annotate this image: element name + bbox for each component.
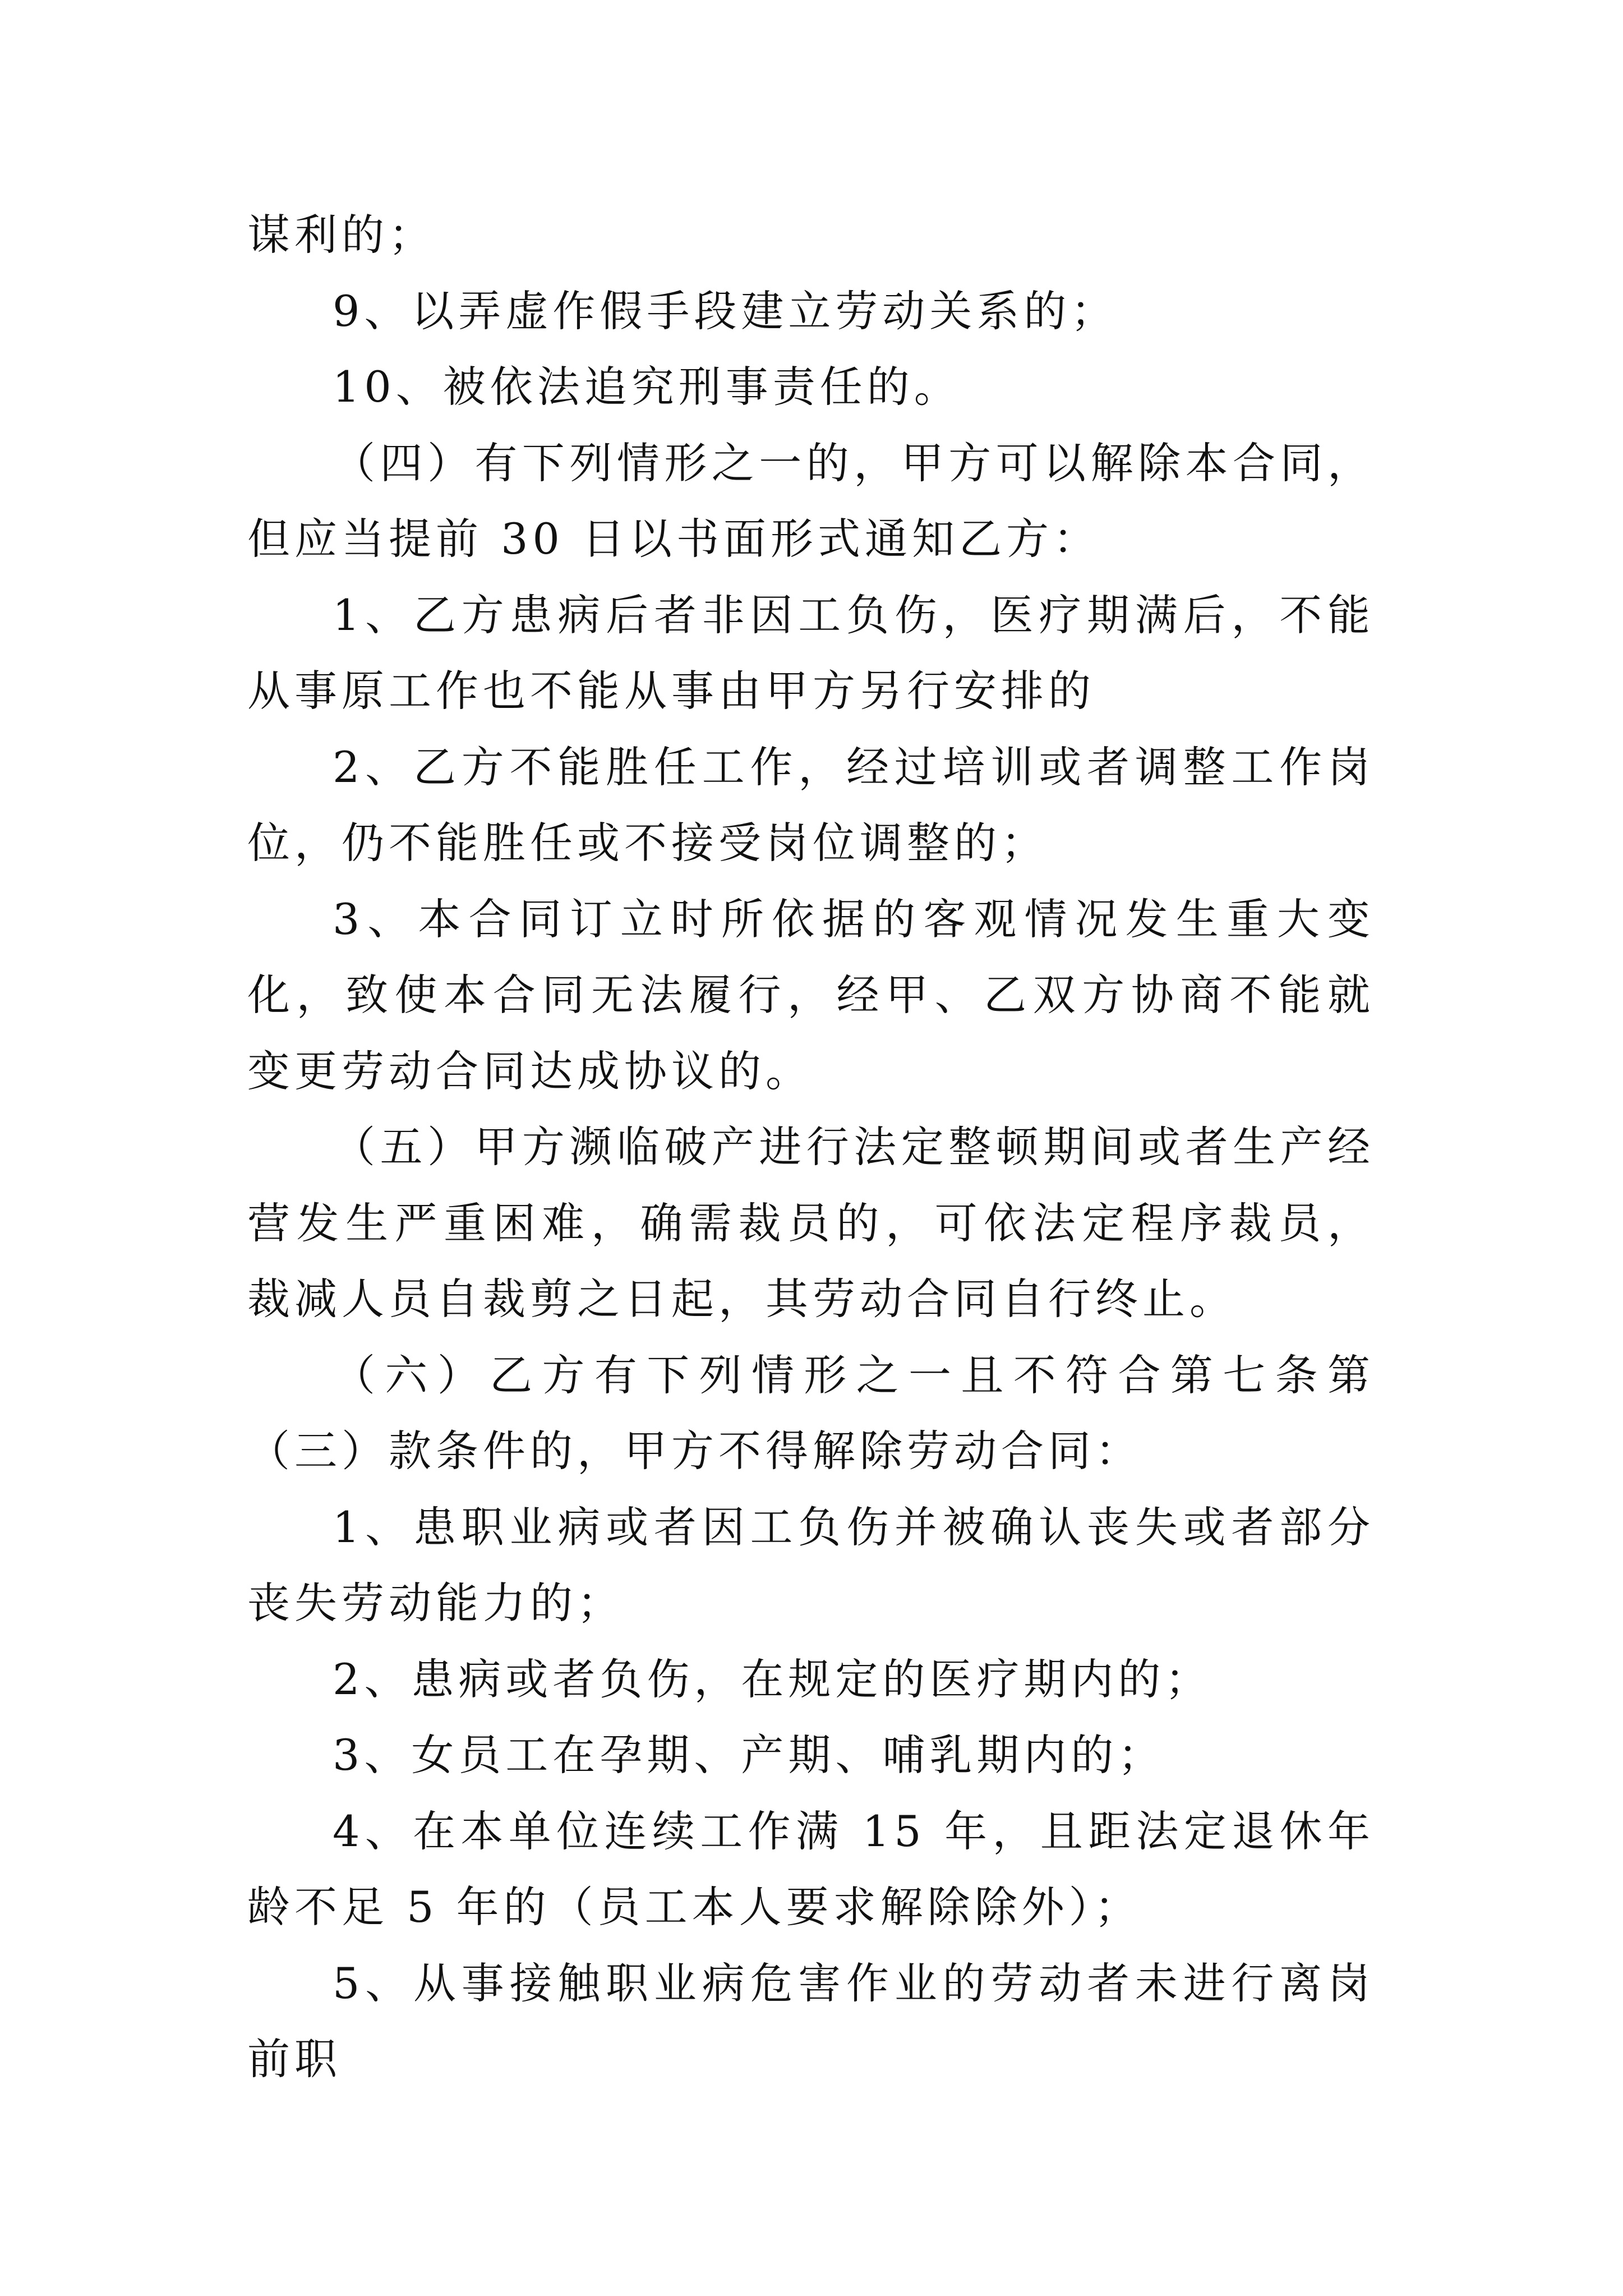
paragraph-section-4-item-1: 1、乙方患病后者非因工负伤，医疗期满后，不能从事原工作也不能从事由甲方另行安排的 — [247, 590, 1375, 716]
paragraph-section-4-item-2: 2、乙方不能胜任工作，经过培训或者调整工作岗位，仍不能胜任或不接受岗位调整的； — [247, 742, 1375, 868]
paragraph-section-6-item-1: 1、患职业病或者因工负伤并被确认丧失或者部分丧失劳动能力的； — [247, 1502, 1375, 1628]
contract-text-body — [247, 197, 1375, 2097]
paragraph-item-9: 9、以弄虚作假手段建立劳动关系的； — [333, 286, 1118, 336]
paragraph-section-4: （四）有下列情形之一的，甲方可以解除本合同，但应当提前 30 日以书面形式通知乙方： — [247, 438, 1375, 564]
paragraph-section-6: （六）乙方有下列情形之一且不符合第七条第（三）款条件的，甲方不得解除劳动合同： — [247, 1350, 1375, 1476]
paragraph-section-6-item-2: 2、患病或者负伤，在规定的医疗期内的； — [333, 1654, 1212, 1704]
paragraph-section-6-item-5: 5、从事接触职业病危害作业的劳动者未进行离岗前职 — [247, 1958, 1375, 2084]
paragraph-item-10: 10、被依法追究刑事责任的。 — [333, 362, 961, 412]
paragraph-continuation: 谋利的； — [247, 210, 436, 260]
paragraph-section-5: （五）甲方濒临破产进行法定整顿期间或者生产经营发生严重困难，确需裁员的，可依法定程序裁员，裁减人员自裁剪之日起，其劳动合同自行终止。 — [247, 1122, 1375, 1324]
paragraph-section-6-item-3: 3、女员工在孕期、产期、哺乳期内的； — [333, 1730, 1165, 1780]
paragraph-section-4-item-3: 3、本合同订立时所依据的客观情况发生重大变化，致使本合同无法履行，经甲、乙双方协商不能就变更劳动合同达成协议的。 — [247, 894, 1375, 1096]
paragraph-section-6-item-4: 4、在本单位连续工作满 15 年，且距法定退休年龄不足 5 年的（员工本人要求解除除外）； — [247, 1806, 1375, 1932]
